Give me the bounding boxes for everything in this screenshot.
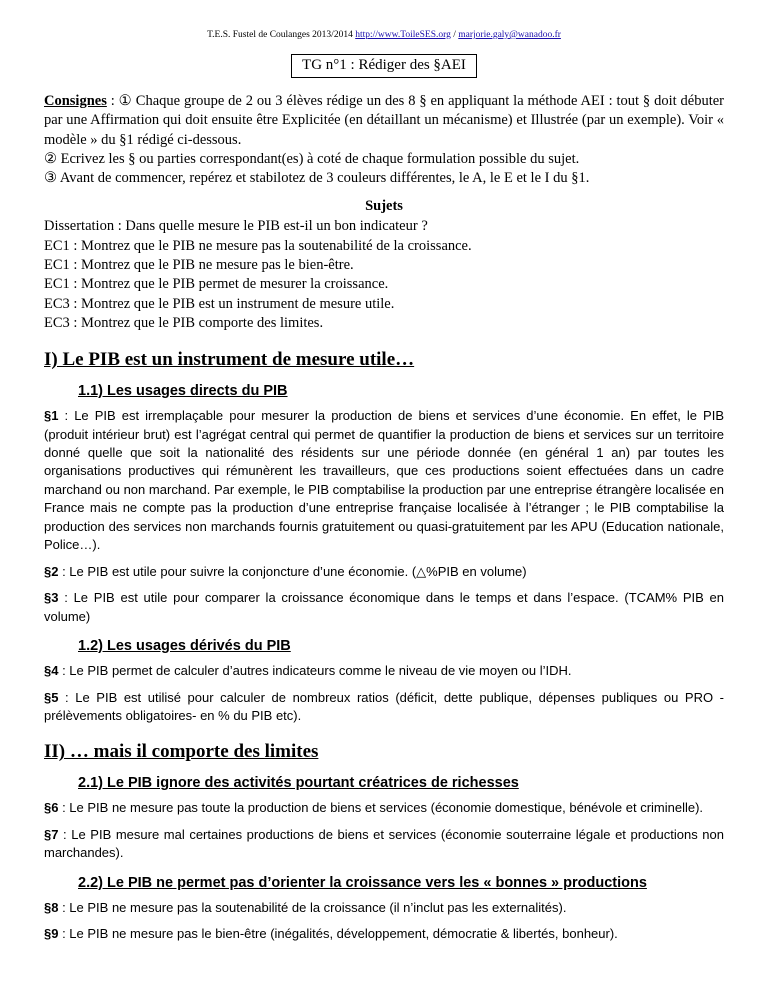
subsection-heading-2-2: 2.2) Le PIB ne permet pas d’orienter la croissance vers les « bonnes » productions (78, 874, 647, 891)
paragraph-6-text: : Le PIB ne mesure pas toute la production de biens et services (économie domestique, bénévole et criminelle). (58, 800, 704, 816)
paragraph-5-text: : Le PIB est utilisé pour calculer de nombreux ratios (déficit, dette publique, dépenses publiques ou PRO -prélèvements obligatoires- en % du PIB etc). (44, 689, 724, 723)
instructions-label: Consignes (44, 93, 107, 109)
instructions-line-2: ② Ecrivez les § ou parties correspondant(es) à coté de chaque formulation possible du sujet. (44, 150, 580, 167)
subjects-heading: Sujets (365, 198, 403, 215)
paragraph-3-text: : Le PIB est utile pour comparer la croissance économique dans le temps et dans l’espace. (TCAM% PIB en volume) (44, 590, 724, 624)
subsection-heading-1-2: 1.2) Les usages dérivés du PIB (78, 638, 291, 655)
paragraph-4-label: §4 (44, 663, 59, 679)
paragraph-7-label: §7 (44, 826, 59, 842)
instructions-block (44, 92, 724, 188)
paragraph-8 (44, 899, 724, 917)
paragraph-2 (44, 563, 724, 581)
paragraph-1-label: §1 (44, 408, 59, 424)
header-separator: / (450, 30, 459, 40)
section-heading-part-2: II) … mais il comporte des limites (44, 741, 319, 763)
paragraph-8-label: §8 (44, 899, 59, 915)
list-item: EC1 : Montrez que le PIB ne mesure pas le bien-être. (44, 256, 354, 273)
paragraph-2-text: : Le PIB est utile pour suivre la conjoncture d’une économie. (△%PIB en volume) (58, 563, 527, 579)
header-link-email[interactable]: marjorie.galy@wanadoo.fr (458, 30, 561, 40)
section-heading-part-1: I) Le PIB est un instrument de mesure utile… (44, 349, 415, 371)
paragraph-9-text: : Le PIB ne mesure pas le bien-être (inégalités, développement, démocratie & libertés, bonheur). (58, 926, 618, 942)
subsection-heading-2-1: 2.1) Le PIB ignore des activités pourtant créatrices de richesses (78, 775, 519, 792)
paragraph-4-text: : Le PIB permet de calculer d’autres indicateurs comme le niveau de vie moyen ou l’IDH. (58, 663, 572, 679)
instructions-line-1: : ① Chaque groupe de 2 ou 3 élèves rédige un des 8 § en appliquant la méthode AEI : tout § doit débuter par une Affirmation qui doit ensuite être Explicitée (en détaillant un mécanisme) et Illustrée (par un exemple). Voir « modèle » du §1 rédigé ci-dessous. (44, 93, 724, 148)
paragraph-8-text: : Le PIB ne mesure pas la soutenabilité de la croissance (il n’inclut pas les externalités). (58, 899, 567, 915)
paragraph-3 (44, 589, 724, 626)
paragraph-5-label: §5 (44, 689, 59, 705)
page-title: TG n°1 : Rédiger des §AEI (291, 54, 477, 78)
paragraph-1-text: : Le PIB est irremplaçable pour mesurer la production de biens et services d’une économie. En effet, le PIB (produit intérieur brut) est l’agrégat central qui permet de quantifier la production de biens et services sur un territoire donné quelle que soit la nationalité des résidents sur une période donnée (en général 1 an) par toutes les organisations productives qui rémunèrent les travailleurs, que ces productions soient effectuées dans un cadre marchand ou non marchand. Par exemple, le PIB comptabilise la production par une entreprise étrangère localisée en France mais ne compte pas la production d’une entreprise française localisée à l’étranger ; le PIB comptabilise la production des services non marchands fournis gratuitement ou quasi-gratuitement par les APU (Education nationale, Police…). (44, 408, 724, 553)
instructions-line-3: ③ Avant de commencer, repérez et stabilotez de 3 couleurs différentes, le A, le E et le I du §1. (44, 170, 590, 187)
header-link-toileses[interactable]: http://www.ToileSES.org (355, 30, 451, 40)
list-item: EC1 : Montrez que le PIB permet de mesurer la croissance. (44, 276, 389, 293)
paragraph-7-text: : Le PIB mesure mal certaines productions de biens et services (économie souterraine légale et productions non marchandes). (44, 826, 724, 861)
subsection-heading-1-1: 1.1) Les usages directs du PIB (78, 383, 288, 400)
paragraph-9-label: §9 (44, 926, 59, 942)
list-item: Dissertation : Dans quelle mesure le PIB est-il un bon indicateur ? (44, 218, 428, 235)
paragraph-9 (44, 925, 724, 943)
paragraph-6 (44, 799, 724, 817)
document-header (44, 30, 724, 40)
paragraph-6-label: §6 (44, 800, 59, 816)
title-box-wrapper (44, 54, 724, 78)
paragraph-1 (44, 407, 724, 555)
paragraph-3-label: §3 (44, 590, 59, 606)
list-item: EC1 : Montrez que le PIB ne mesure pas la soutenabilité de la croissance. (44, 237, 472, 254)
list-item: EC3 : Montrez que le PIB comporte des limites. (44, 314, 324, 331)
paragraph-2-label: §2 (44, 563, 59, 579)
header-prefix: T.E.S. Fustel de Coulanges 2013/2014 (207, 30, 356, 40)
paragraph-7 (44, 826, 724, 863)
paragraph-4 (44, 662, 724, 680)
list-item: EC3 : Montrez que le PIB est un instrument de mesure utile. (44, 295, 395, 312)
subjects-list (44, 217, 724, 333)
paragraph-5 (44, 689, 724, 726)
